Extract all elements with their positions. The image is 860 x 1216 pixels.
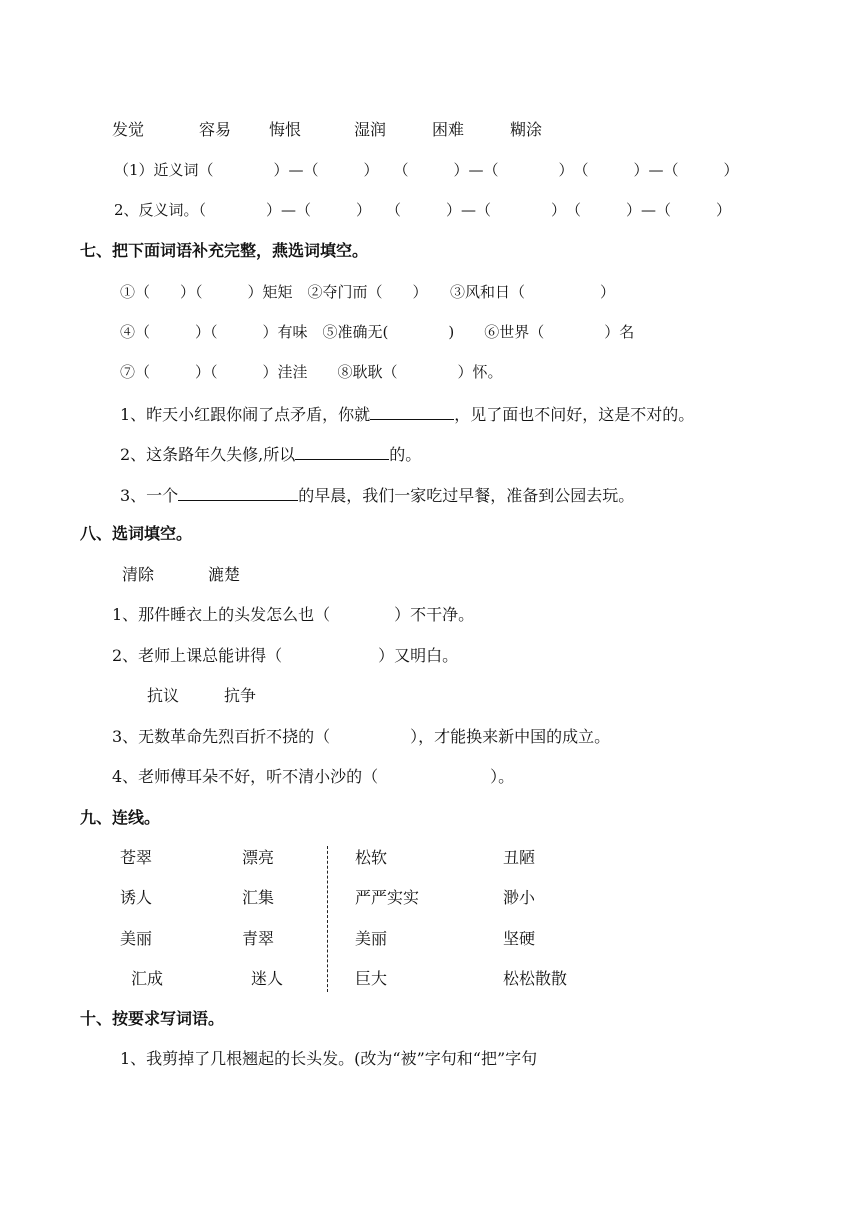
idiom-row-2: ④（ ）（ ）有味 ⑤准确无( ) ⑥世界（ ）名 [120, 323, 635, 341]
fill-sentence-1: 1、昨天小红跟你闹了点矛盾，你就 ，见了面也不问好，这是不对的。 [120, 405, 695, 424]
match-word[interactable]: 青翠 [242, 929, 275, 948]
blank-line[interactable] [370, 403, 454, 420]
blank-line[interactable] [178, 484, 298, 501]
match-word[interactable]: 松软 [355, 848, 388, 867]
match-word[interactable]: 漂亮 [242, 848, 275, 867]
word-3: 悔恨 [269, 120, 302, 139]
choice-word-4: 抗争 [224, 686, 257, 705]
fill-sentence-8-1: 1、那件睡衣上的头发怎么也（ ）不干净。 [112, 605, 475, 624]
dashed-divider [327, 846, 328, 992]
match-word[interactable]: 汇成 [131, 969, 164, 988]
match-word[interactable]: 丑陋 [503, 848, 536, 867]
choice-word-3: 抗议 [147, 686, 180, 705]
fill-sentence-8-2: 2、老师上课总能讲得（ ）又明白。 [112, 646, 459, 665]
word-6: 糊涂 [510, 120, 543, 139]
section-9-heading: 九、连线。 [80, 808, 161, 827]
match-word[interactable]: 坚硬 [503, 929, 536, 948]
fill-sentence-3: 3、一个 的早晨，我们一家吃过早餐，准备到公园去玩。 [120, 486, 635, 505]
antonym-line: 2、反义词。（ ）—（ ） （ ）—（ ） （ ）—（ ） [114, 201, 732, 219]
choice-word-2: 漉楚 [208, 565, 241, 584]
idiom-row-1: ①（ ）（ ）矩矩 ②夺门而（ ） ③风和日（ ） [120, 283, 616, 301]
match-word[interactable]: 松松散散 [503, 969, 568, 988]
word-2: 容易 [199, 120, 232, 139]
word-1: 发觉 [112, 120, 145, 139]
fill-sentence-2: 2、这条路年久失修,所以 的。 [120, 445, 422, 464]
section-8-heading: 八、选词填空。 [80, 524, 193, 543]
word-4: 湿润 [354, 120, 387, 139]
synonym-line: （1）近义词（ ）—（ ） （ ）—（ ） （ ）—（ ） [114, 161, 739, 179]
section-10-heading: 十、按要求写词语。 [80, 1009, 225, 1028]
choice-word-1: 清除 [122, 565, 155, 584]
match-word[interactable]: 苍翠 [120, 848, 153, 867]
section-7-heading: 七、把下面词语补充完整，燕选词填空。 [80, 241, 369, 260]
blank-line[interactable] [295, 443, 389, 460]
rewrite-sentence-1: 1、我剪掉了几根翘起的长头发。(改为“被”字句和“把”字句 [120, 1049, 538, 1068]
match-word[interactable]: 巨大 [355, 969, 388, 988]
match-word[interactable]: 汇集 [242, 888, 275, 907]
fill-sentence-8-4: 4、老师傅耳朵不好，听不清小沙的（ ）。 [112, 767, 515, 786]
idiom-row-3: ⑦（ ）（ ）洼洼 ⑧耿耿（ ）怀。 [120, 363, 503, 381]
match-word[interactable]: 迷人 [251, 969, 284, 988]
match-word[interactable]: 渺小 [503, 888, 536, 907]
match-word[interactable]: 严严实实 [355, 888, 420, 907]
match-word[interactable]: 美丽 [355, 929, 388, 948]
word-5: 困难 [432, 120, 465, 139]
fill-sentence-8-3: 3、无数革命先烈百折不挠的（ ），才能换来新中国的成立。 [112, 727, 611, 746]
match-word[interactable]: 美丽 [120, 929, 153, 948]
match-word[interactable]: 诱人 [120, 888, 153, 907]
